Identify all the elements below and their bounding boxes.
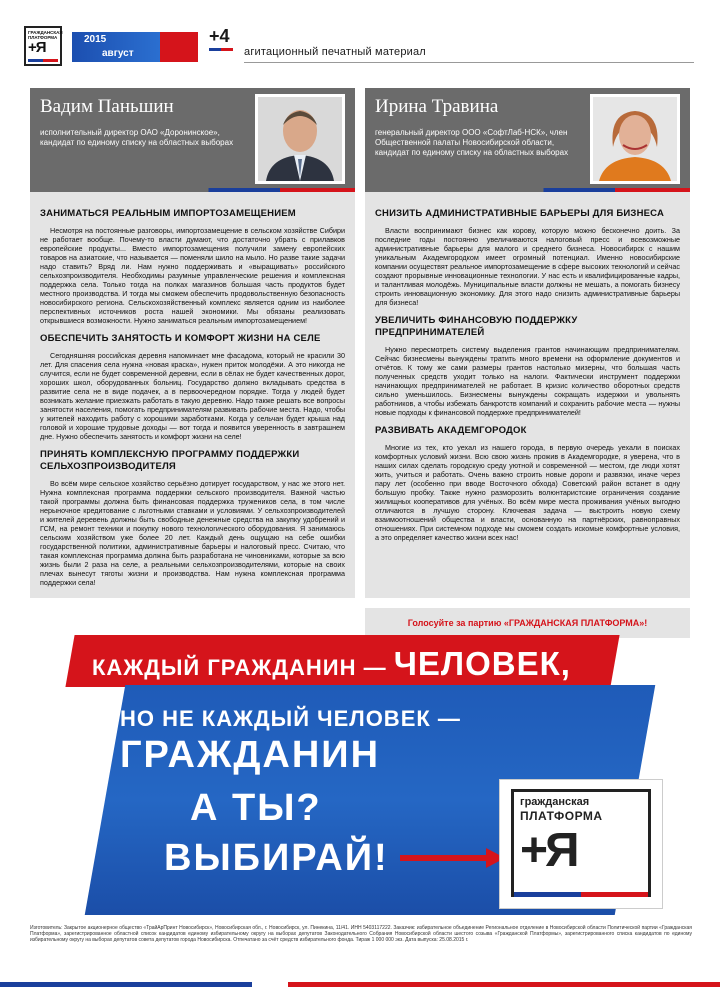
section-heading: ОБЕСПЕЧИТЬ ЗАНЯТОСТЬ И КОМФОРТ ЖИЗНИ НА СЕЛЕ	[40, 333, 321, 344]
candidate-photo	[590, 94, 680, 184]
issue-month: август	[102, 48, 134, 59]
panel-stripe	[30, 188, 355, 192]
banner-line-5: ВЫБИРАЙ!	[164, 837, 389, 879]
bottom-stripe	[0, 982, 720, 987]
logo-stripe	[28, 59, 58, 62]
section-text: Во всём мире сельское хозяйство серьёзно дотирует государством, у нас же этого нет. Нужна комплексная программа поддержки сельского производителя. Важной частью такой программы должна быть финансовая поддержка тружеников села, в том числе нерыночное кредитование с льготными ставками и условиями. У сельхозпроизводителей и жителей деревень должны быть свободные денежные средства на закупку удобрений и ГСМ, на ремонт техники и покупку нового технологического оборудования. Я занимаюсь сельским хозяйством уже более 20 лет. Каждый день ощущаю на себе ошибки государственной политики, административные барьеры и налоговый пресс. Считаю, что такая комплексная программа должна быть разработана не чиновниками, которые за всю жизнь были 2 раза на селе, а реальными сельхозпроизводителями, которые на своих плечах вынесут тяготы жизни и производства. Нам нужна комплексная программа поддержки села!	[40, 479, 345, 587]
vote-call-to-action: Голосуйте за партию «ГРАЖДАНСКАЯ ПЛАТФОРМА»!	[365, 608, 690, 638]
logo-word-1: гражданская	[520, 796, 590, 808]
arrow-right-icon	[400, 848, 505, 868]
date-bar	[72, 32, 198, 62]
candidate-body	[30, 192, 355, 587]
logo-frame	[511, 789, 651, 897]
candidate-name: Вадим Паньшин	[40, 96, 174, 117]
section-heading: ЗАНИМАТЬСЯ РЕАЛЬНЫМ ИМПОРТОЗАМЕЩЕНИЕМ	[40, 208, 296, 219]
party-logo-small	[24, 26, 62, 66]
banner-line-1	[92, 645, 571, 683]
candidate-name: Ирина Травина	[375, 96, 499, 117]
plus4-stripe	[209, 48, 233, 51]
plus4-mark: +4	[209, 26, 230, 46]
banner-line-2: НО НЕ КАЖДЫЙ ЧЕЛОВЕК —	[120, 706, 461, 731]
logo-text: ГРАЖДАНСКАЯ ПЛАТФОРМА	[28, 30, 63, 40]
party-logo-large	[500, 780, 662, 908]
candidate-body	[365, 192, 690, 542]
candidate-column-left	[30, 88, 355, 598]
section-text: Несмотря на постоянные разговоры, импортозамещение в сельском хозяйстве Сибири не работает вообще. Почему-то власти думают, что достаточно убрать с прилавков европейские продукты... Вместо импортозамещения получили замену европейских товаров на азиатские, что называется — поменяли шило на мыло. Но разве такие задачи надо ставить? Вряд ли. Нам нужно поддерживать и «выращивать» российского сельхозпроизводителя. Необходимы разумные управленческие решения и комплексная поддержка села. Только тогда на полках магазинов большая часть продуктов будет местного производства. И тогда мы сможем обеспечить продовольственную безопасность новосибирского региона. Сельскохозяйственный комплекс является одним из наиболее перспективных источников роста нашей экономики. Мы обязаны реализовать открывшиеся возможности. Нужно заниматься реальным импортозамещением!	[40, 226, 345, 325]
header-title: агитационный печатный материал	[244, 46, 426, 58]
issue-year: 2015	[84, 34, 107, 45]
candidate-panel	[30, 88, 355, 192]
section-heading: ПРИНЯТЬ КОМПЛЕКСНУЮ ПРОГРАММУ ПОДДЕРЖКИ СЕЛЬХОЗПРОИЗВОДИТЕЛЯ	[40, 449, 300, 472]
candidate-panel	[365, 88, 690, 192]
section-text: Сегодняшняя российская деревня напоминает мне фасадома, который не красили 30 лет. Для спасения села нужна «новая краска», нужен приток молодёжи. А это никогда не случится, если не будет современной деревни, если в сёлах не будет качественных дорог, хороших школ, оборудованных больниц. Государство должно вкладывать средства в развитие села не в виде подачек, а в первоочередном порядке. Тогда у людей будет возникать желание приезжать работать в такую деревню. Надо также решать все вопросы занятости населения, помогать предпринимателям развивать рабочие места. Надо, чтобы у жителей находить работу с хорошими заработками. Когда у сельчан будет крыша над головой и хорошие трудовые доходы — вот тогда и появится уверенность в завтрашнем дне. Нужно обеспечить занятость и комфорт жизни на селе!	[40, 351, 345, 441]
section-heading: РАЗВИВАТЬ АКАДЕМГОРОДОК	[375, 425, 527, 436]
section-heading: СНИЗИТЬ АДМИНИСТРАТИВНЫЕ БАРЬЕРЫ ДЛЯ БИЗНЕСА	[375, 208, 665, 219]
logo-mark: +Я	[28, 39, 46, 56]
logo-stripe	[514, 892, 648, 897]
banner-line-1a: КАЖДЫЙ ГРАЖДАНИН —	[92, 655, 387, 680]
header-rule	[244, 62, 694, 63]
section-heading: УВЕЛИЧИТЬ ФИНАНСОВУЮ ПОДДЕРЖКУ ПРЕДПРИНИМАТЕЛЕЙ	[375, 315, 578, 338]
candidate-column-right	[365, 88, 690, 598]
banner-line-3: ГРАЖДАНИН	[120, 734, 381, 776]
section-text: Нужно пересмотреть систему выделения грантов начинающим предпринимателям. Сейчас бизнесмены вынуждены тратить много времени на оформление документов и отчётов. К тому же сами размеры грантов настолько мизерны, что большая часть полученных средств уходит только на налоги. Фактически инструмент поддержки начинающих предпринимателей не работает. В кризис количество оборотных средств сильно уменьшилось. Бизнесмены вынуждены сокращать издержки и увольнять работников, а чтобы избежать банкротств компаний и сохранить рабочие места — нужны новые подходы к финансовой поддержке предпринимателей!	[375, 345, 680, 417]
section-text: Власти воспринимают бизнес как корову, которую можно бесконечно доить. За последние годы постоянно увеличиваются налоговый пресс и всевозможные административные барьеры для малого и среднего бизнеса. Новосибирск с нашим уникальным Академгородком имеет огромный потенциал. Именно новосибирские компании осуществят реальное импортозамещение в сфере высоких технологий и сейчас создают прорывные инновационные технологии. У нас есть и квалифицированные кадры, и талантливая молодёжь. Муниципальные власти должны не мешать, а помогать бизнесу строить инновационную экономику. Для этого надо снизить административные барьеры для бизнеса!	[375, 226, 680, 307]
page-header	[0, 0, 720, 80]
banner-line-1b: ЧЕЛОВЕК,	[393, 645, 571, 682]
panel-stripe	[365, 188, 690, 192]
candidate-description: исполнительный директор ОАО «Доронинское», кандидат по единому списку на областных выборах	[40, 128, 234, 147]
publisher-imprint: Изготовитель: Закрытое акционерное общество «ТрайАрПринт Новосибирск», Новосибирская обл., г. Новосибирск, ул. Пинекина, 11/41. ИНН 5403117222. Заказчик: избирательное объединение Региональное отделение в Новосибирской области Политической партии «Гражданская Платформа», зарегистрированное областной список кандидатов единому избирательному округу на выборах депутатов Законодательного Собрания Новосибирской области шестого созыва «Гражданской Платформы», зарегистрированного списка кандидатов по единому избирательному округу на выборах депутатов совета депутатов города Новосибирска. Отпечатано за счёт средств избирательного фонда. Тираж 1 000 000 экз. Дата выпуска: 25.08.2015 г.	[30, 925, 692, 944]
candidate-description: генеральный директор ООО «СофтЛаб-НСК», член Общественной палаты Новосибирской области, кандидат по единому списку на областных выборах	[375, 128, 569, 157]
logo-mark: +Я	[520, 824, 577, 877]
candidate-photo	[255, 94, 345, 184]
banner-line-4: А ТЫ?	[190, 787, 322, 829]
section-text: Многие из тех, кто уехал из нашего города, в первую очередь уехали в поисках комфортных условий жизни. Всю свою жизнь прожив в Академгородке, я уверена, что в наших силах сделать городскую среду уютной и современной — местом, где люди хотят жить, учиться и работать. Очень важно строить новые дороги и развязки, иначе через пару лет (особенно при вводе Восточного обхода) Советский район встанет в одну большую пробку. Также нужно разморозить волюнтаристские ограничения создание жилищных кооперативов для учёных. Во всём мире места проживания учёных выгодно отличаются в лучшую сторону. Ключевая задача — выстроить новую схему взаимоотношений общества и власти, основанную на партнёрских, равноправных отношениях. При системном подходе мы сможем создать искомые комфортные условия, а это определяет качество жизни всех нас!	[375, 443, 680, 542]
logo-word-2: ПЛАТФОРМА	[520, 809, 603, 823]
